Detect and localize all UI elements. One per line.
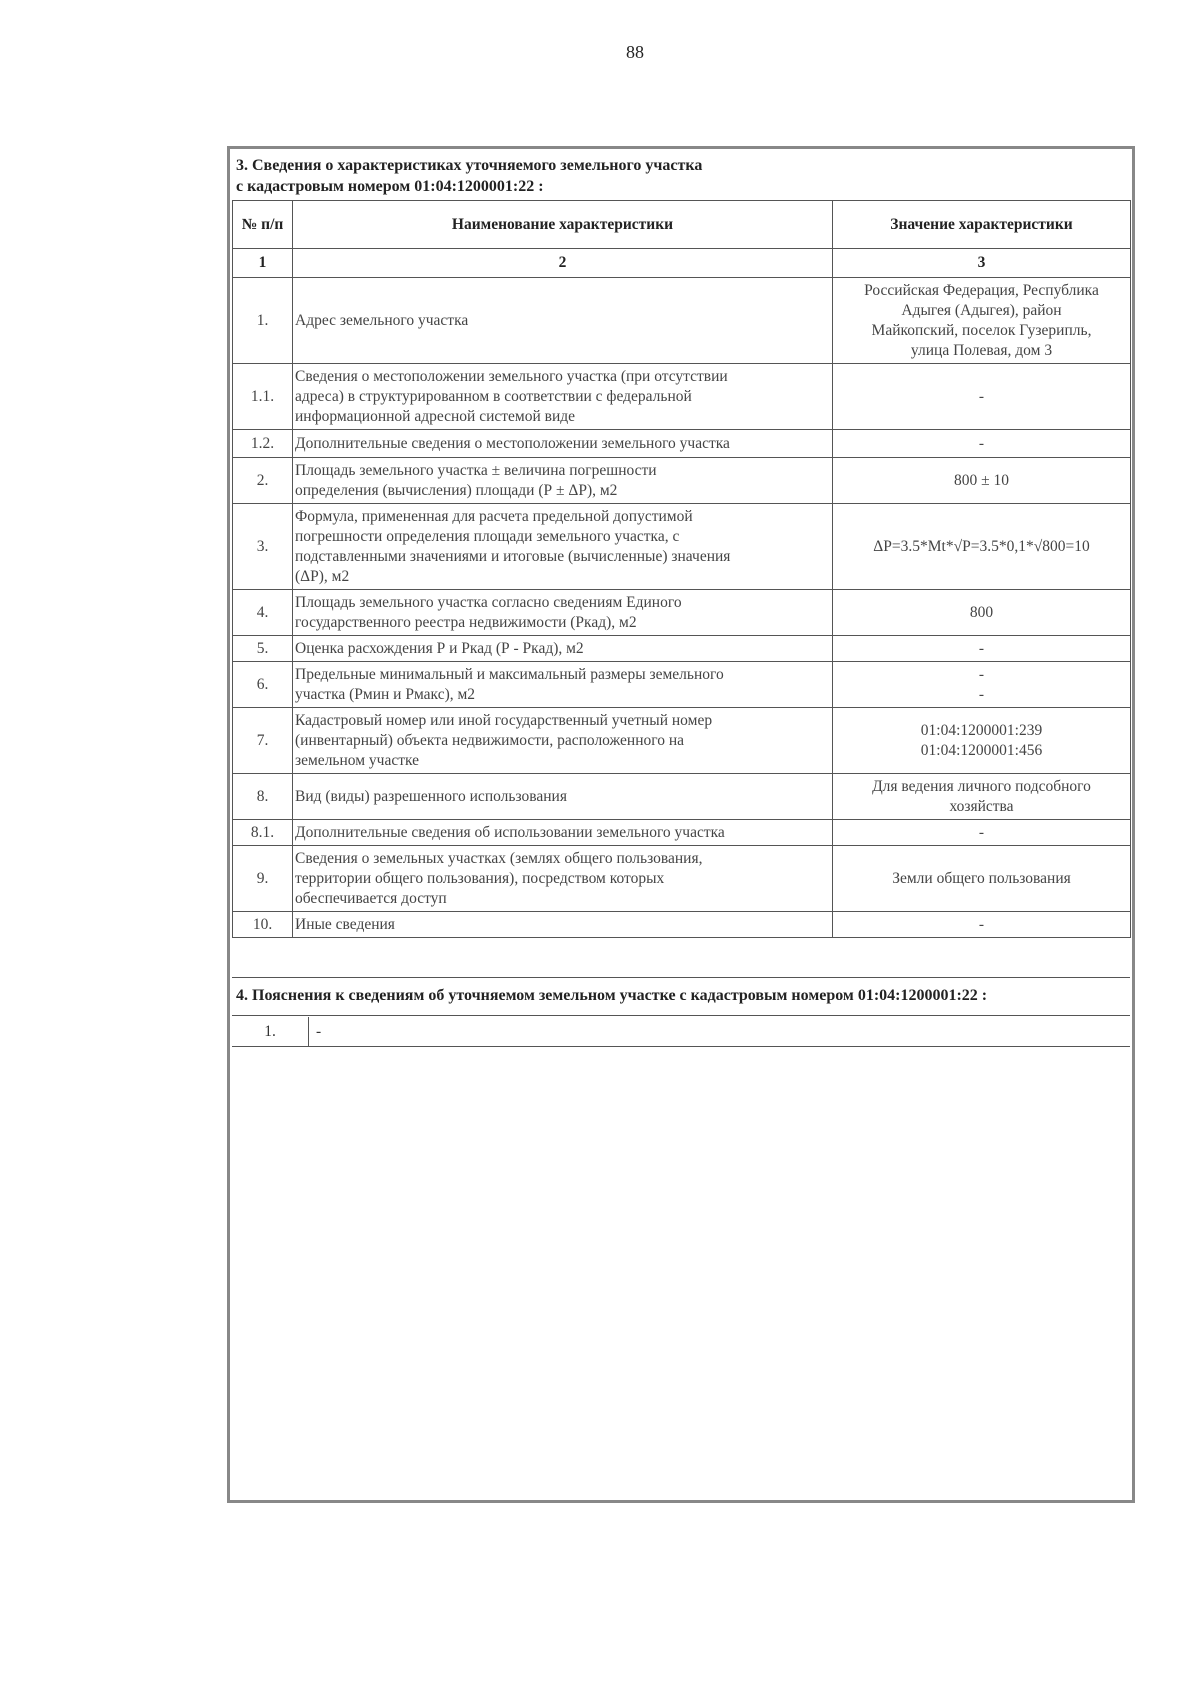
table-row	[233, 708, 1131, 774]
characteristic-name	[293, 662, 833, 708]
characteristic-name-line: Сведения о местоположении земельного участка (при отсутствии	[295, 367, 728, 385]
characteristic-value	[833, 504, 1131, 590]
characteristic-name-line: (инвентарный) объекта недвижимости, расположенного на	[295, 731, 685, 749]
characteristic-name-line: определения (вычисления) площади (Р ± ΔР), м2	[295, 481, 618, 499]
characteristic-name	[293, 708, 833, 774]
characteristic-name-line: Оценка расхождения Р и Ркад (Р - Ркад), м2	[295, 639, 584, 657]
characteristic-value-line: улица Полевая, дом 3	[910, 341, 1053, 359]
row-number: 9.	[233, 846, 293, 912]
characteristic-name-line: Дополнительные сведения об использовании земельного участка	[295, 823, 725, 841]
characteristic-name-line: Предельные минимальный и максимальный размеры земельного	[295, 665, 724, 683]
characteristic-value	[833, 912, 1131, 938]
table-row	[233, 504, 1131, 590]
table-header-row	[233, 201, 1131, 249]
characteristic-value-line: 800	[969, 603, 994, 621]
characteristic-name-line: обеспечивается доступ	[295, 889, 447, 907]
characteristic-value	[833, 430, 1131, 458]
characteristic-name-line: Площадь земельного участка ± величина погрешности	[295, 461, 657, 479]
row-number: 1.2.	[233, 430, 293, 458]
characteristic-value-line: 01:04:1200001:239	[920, 721, 1043, 739]
characteristic-name-line: Вид (виды) разрешенного использования	[295, 787, 567, 805]
characteristic-value-line: ΔР=3.5*Mt*√Р=3.5*0,1*√800=10	[873, 537, 1090, 555]
characteristic-value-line: Земли общего пользования	[892, 869, 1071, 887]
row-number: 5.	[233, 636, 293, 662]
row-number: 8.	[233, 774, 293, 820]
characteristic-name-line: Кадастровый номер или иной государственный учетный номер	[295, 711, 713, 729]
characteristic-name	[293, 278, 833, 364]
characteristic-name-line: информационной адресной системой виде	[295, 407, 576, 425]
characteristic-name	[293, 364, 833, 430]
characteristic-value-line: -	[978, 665, 985, 683]
characteristic-name-line: участка (Рмин и Рмакс), м2	[295, 685, 476, 703]
characteristic-value-line: -	[978, 915, 985, 933]
characteristic-name	[293, 430, 833, 458]
column-index-1: 1	[233, 249, 293, 278]
characteristic-value	[833, 278, 1131, 364]
row-number: 6.	[233, 662, 293, 708]
characteristic-value	[833, 364, 1131, 430]
page-number: 88	[626, 42, 644, 62]
section4-top-rule	[232, 977, 1130, 978]
characteristic-value-line: -	[978, 434, 985, 452]
section4-row-num: 1.	[232, 1017, 309, 1046]
characteristic-name-line: Адрес земельного участка	[295, 311, 469, 329]
characteristic-value-line: Майкопский, поселок Гузерипль,	[871, 321, 1092, 339]
table-row	[233, 278, 1131, 364]
column-index-2: 2	[293, 249, 833, 278]
table-row	[233, 590, 1131, 636]
characteristic-name-line: подставленными значениями и итоговые (вычисленные) значения	[295, 547, 731, 565]
row-number: 1.	[233, 278, 293, 364]
section3-title-line2: с кадастровым номером 01:04:1200001:22 :	[236, 178, 544, 195]
characteristic-value	[833, 846, 1131, 912]
characteristics-table	[232, 200, 1131, 938]
characteristic-value-line: -	[978, 387, 985, 405]
characteristic-value-line: хозяйства	[949, 797, 1014, 815]
section4-row-value: -	[316, 1023, 322, 1040]
characteristic-name	[293, 912, 833, 938]
characteristic-value-line: Для ведения личного подсобного	[872, 777, 1091, 795]
row-number: 4.	[233, 590, 293, 636]
characteristic-value-line: -	[978, 823, 985, 841]
row-number: 1.1.	[233, 364, 293, 430]
table-row	[233, 636, 1131, 662]
characteristic-name-line: Дополнительные сведения о местоположении земельного участка	[295, 434, 730, 452]
characteristic-value	[833, 662, 1131, 708]
section4-row	[232, 1017, 1130, 1047]
characteristic-name-line: погрешности определения площади земельного участка, с	[295, 527, 680, 545]
table-row	[233, 430, 1131, 458]
characteristic-value-line: 800 ± 10	[953, 471, 1009, 489]
characteristic-name	[293, 504, 833, 590]
table-row	[233, 912, 1131, 938]
characteristic-name-line: государственного реестра недвижимости (Ркад), м2	[295, 613, 637, 631]
characteristic-name	[293, 820, 833, 846]
header-num: № п/п	[233, 201, 293, 249]
row-number: 3.	[233, 504, 293, 590]
characteristic-value-line: -	[978, 639, 985, 657]
characteristic-name-line: Формула, примененная для расчета предельной допустимой	[295, 507, 693, 525]
characteristic-name-line: Сведения о земельных участках (землях общего пользования,	[295, 849, 703, 867]
characteristic-name	[293, 774, 833, 820]
characteristic-value	[833, 820, 1131, 846]
row-number: 2.	[233, 458, 293, 504]
column-index-3: 3	[833, 249, 1131, 278]
characteristic-name	[293, 636, 833, 662]
section4-title-rule	[232, 1015, 1130, 1016]
characteristic-value	[833, 636, 1131, 662]
document-frame	[227, 146, 1135, 1503]
row-number: 8.1.	[233, 820, 293, 846]
header-name: Наименование характеристики	[293, 201, 833, 249]
header-value: Значение характеристики	[833, 201, 1131, 249]
characteristic-name	[293, 590, 833, 636]
characteristic-name-line: земельном участке	[295, 751, 420, 769]
row-number: 7.	[233, 708, 293, 774]
characteristic-name-line: (ΔР), м2	[295, 567, 350, 585]
characteristic-value	[833, 708, 1131, 774]
section3-title-line1: 3. Сведения о характеристиках уточняемого земельного участка	[236, 157, 703, 174]
table-row	[233, 820, 1131, 846]
characteristic-value	[833, 774, 1131, 820]
table-row	[233, 662, 1131, 708]
characteristic-value-line: 01:04:1200001:456	[920, 741, 1043, 759]
characteristic-name	[293, 846, 833, 912]
characteristic-value	[833, 590, 1131, 636]
characteristic-name-line: Иные сведения	[295, 915, 395, 933]
table-row	[233, 846, 1131, 912]
characteristic-value-line: Российская Федерация, Республика	[864, 281, 1099, 299]
section3-title	[236, 155, 702, 197]
characteristic-name-line: адреса) в структурированном в соответствии с федеральной	[295, 387, 692, 405]
column-index-row	[233, 249, 1131, 278]
section4-title: 4. Пояснения к сведениям об уточняемом земельном участке с кадастровым номером 01:04:1200001:22 :	[236, 987, 988, 1004]
row-number: 10.	[233, 912, 293, 938]
characteristic-value	[833, 458, 1131, 504]
table-row	[233, 364, 1131, 430]
characteristic-value-line: -	[978, 685, 985, 703]
table-row	[233, 458, 1131, 504]
characteristic-name-line: Площадь земельного участка согласно сведениям Единого	[295, 593, 682, 611]
characteristic-name-line: территории общего пользования), посредством которых	[295, 869, 665, 887]
characteristic-name	[293, 458, 833, 504]
characteristic-value-line: Адыгея (Адыгея), район	[901, 301, 1062, 319]
table-row	[233, 774, 1131, 820]
